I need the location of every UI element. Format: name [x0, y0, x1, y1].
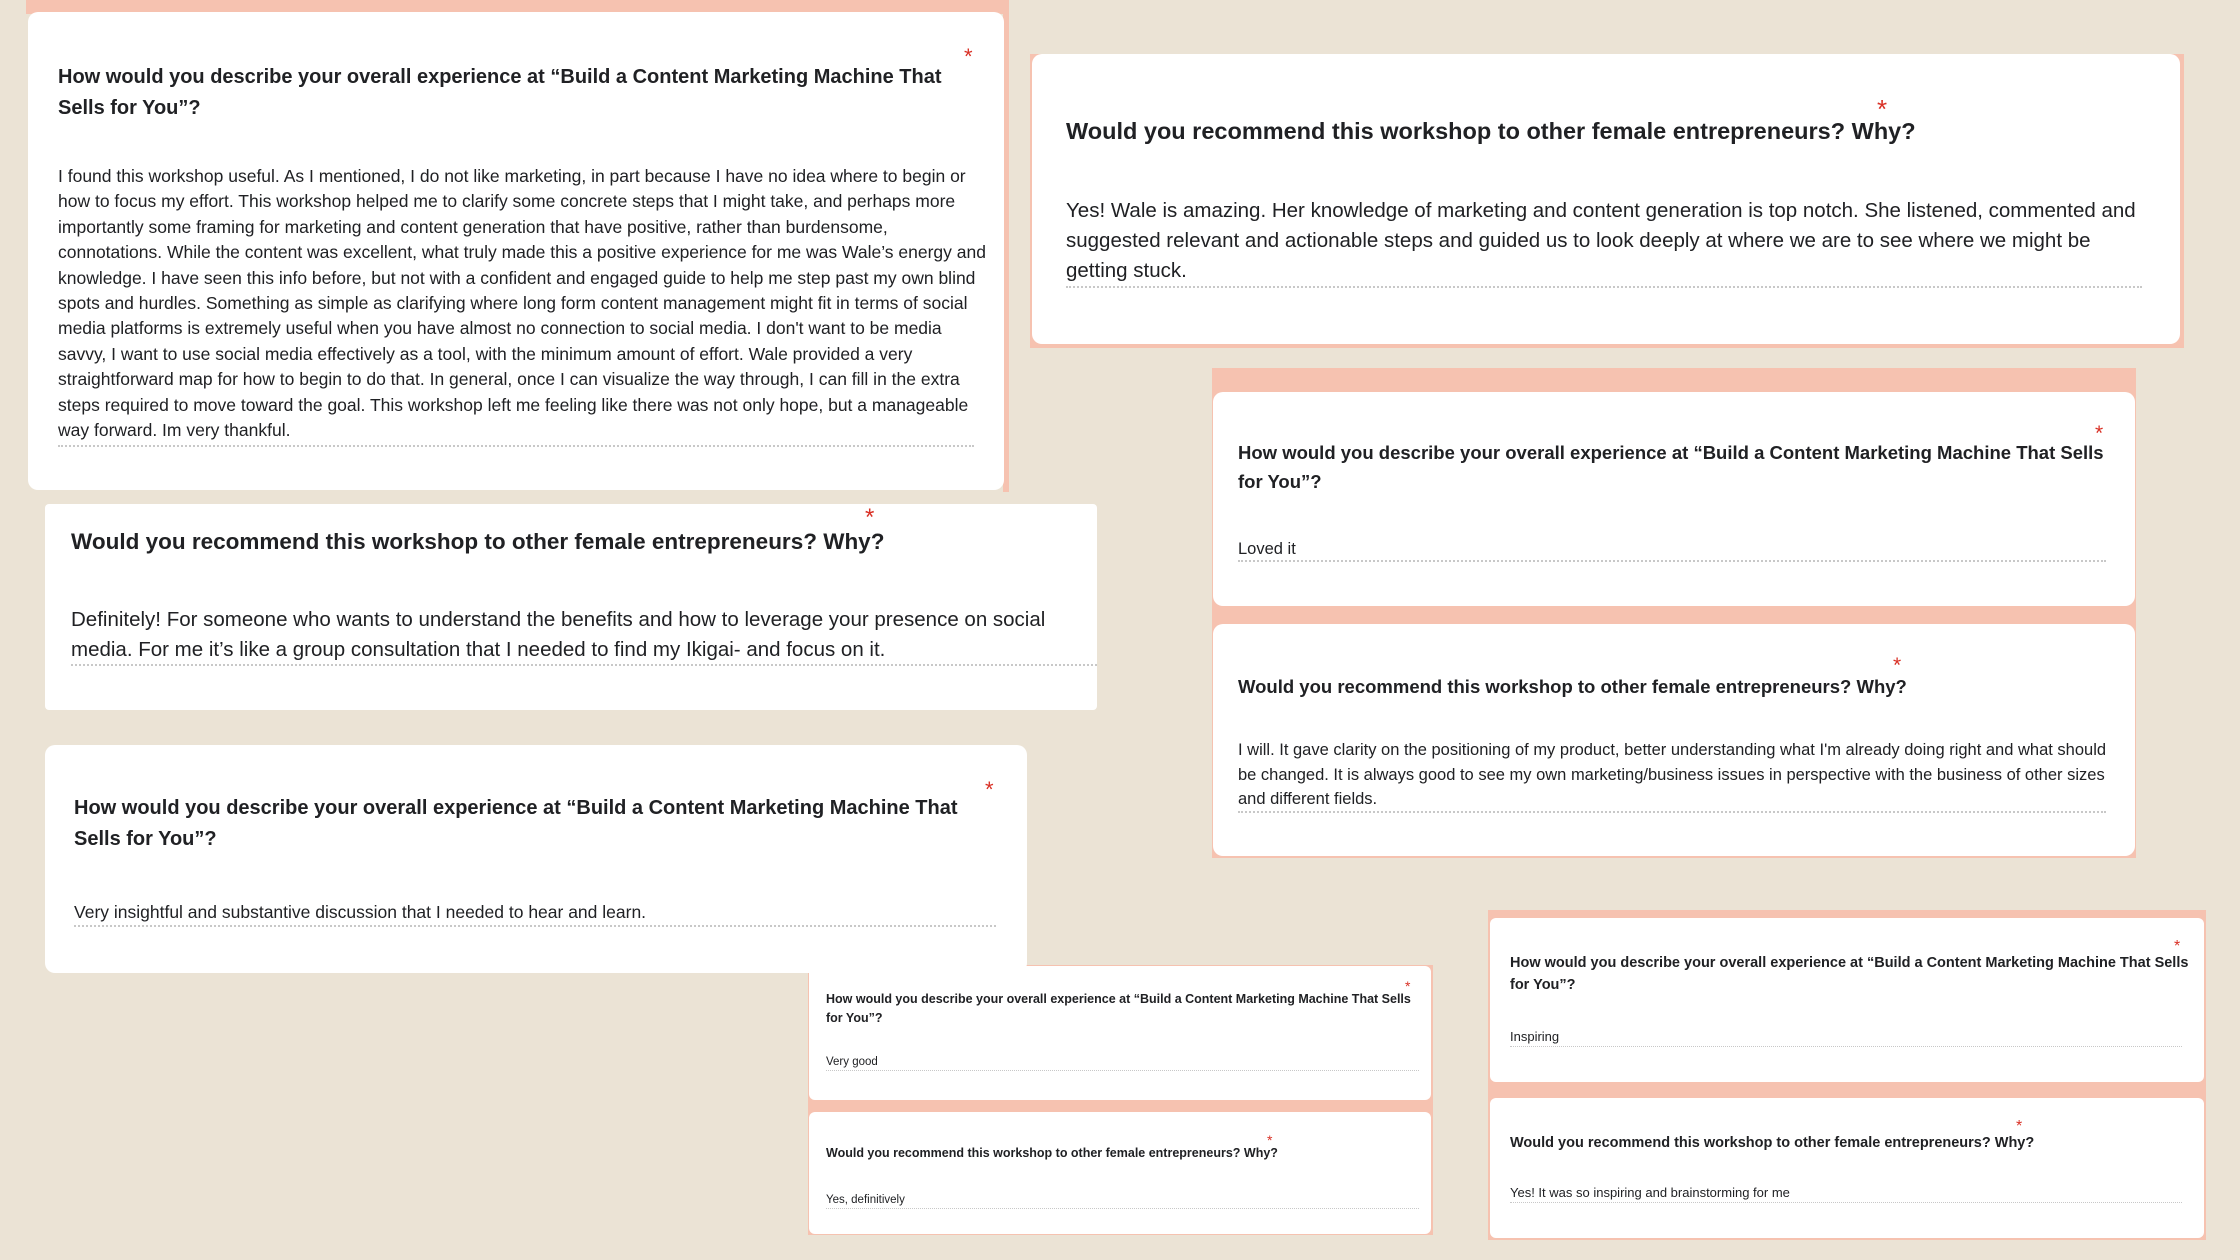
question-text: How would you describe your overall experience at “Build a Content Marketing Machine That Sells for You”? [1510, 955, 2189, 993]
answer-underline [71, 664, 1097, 666]
answer-underline [1510, 1046, 2182, 1047]
response-card [45, 504, 1097, 710]
answer-underline [1238, 811, 2106, 813]
question-text: How would you describe your overall experience at “Build a Content Marketing Machine That Sells for You”? [1238, 442, 2104, 492]
answer-underline [826, 1070, 1419, 1071]
required-asterisk: * [964, 44, 973, 69]
answer-underline [74, 925, 996, 927]
response-card [1213, 624, 2135, 856]
answer-underline [826, 1208, 1419, 1209]
answer-text: Definitely! For someone who wants to understand the benefits and how to leverage your presence on social media. For me it’s like a group consultation that I needed to find my Ikigai- and focus on it. [71, 608, 1046, 661]
response-card [28, 12, 1004, 490]
answer-text: Yes! Wale is amazing. Her knowledge of marketing and content generation is top notch. She listened, commented and suggested relevant and actionable steps and guided us to look deeply at where we are to see where we might be getting stuck. [1066, 199, 2136, 282]
response-card [809, 1112, 1431, 1234]
answer-text: Very insightful and substantive discussion that I needed to hear and learn. [74, 902, 647, 922]
answer-text: Inspiring [1510, 1029, 1560, 1044]
question-text: How would you describe your overall experience at “Build a Content Marketing Machine That Sells for You”? [74, 797, 958, 850]
response-card [1490, 918, 2204, 1082]
response-card [45, 745, 1027, 973]
required-asterisk: * [1267, 1132, 1273, 1148]
question-text: Would you recommend this workshop to other female entrepreneurs? Why? [1238, 676, 1907, 697]
required-asterisk: * [2016, 1118, 2023, 1135]
question-text: Would you recommend this workshop to other female entrepreneurs? Why? [71, 529, 885, 554]
required-asterisk: * [865, 504, 875, 531]
answer-text: Very good [826, 1056, 878, 1068]
answer-underline [1238, 560, 2106, 562]
required-asterisk: * [2174, 938, 2181, 955]
required-asterisk: * [1893, 654, 1902, 677]
response-card [1490, 1098, 2204, 1238]
required-asterisk: * [985, 777, 994, 802]
answer-text: Yes! It was so inspiring and brainstorming for me [1510, 1185, 1790, 1200]
answer-text: I found this workshop useful. As I mentioned, I do not like marketing, in part because I have no idea where to begin or how to focus my effort. This workshop helped me to clarify some concrete steps that I might take, and perhaps more importantly some framing for marketing and content generation that have positive, rather than burdensome, connotations. While the content was excellent, what truly made this a positive experience for me was Wale’s energy and knowledge. I have seen this info before, but not with a confident and engaged guide to help me step past my own blind spots and hurdles. Something as simple as clarifying where long form content management might fit in terms of social media platforms is extremely useful when you have almost no connection to social media. I don't want to be media savvy, I want to use social media effectively as a tool, with the minimum amount of effort. Wale provided a very straightforward map for how to begin to do that. In general, once I can visualize the way through, I can fill in the extra steps required to move toward the goal. This workshop left me feeling like there was not only hope, but a manageable way forward. Im very thankful. [58, 166, 986, 441]
answer-text: Loved it [1238, 540, 1296, 558]
question-text: Would you recommend this workshop to other female entrepreneurs? Why? [826, 1146, 1278, 1160]
question-text: How would you describe your overall experience at “Build a Content Marketing Machine That Sells for You”? [826, 992, 1411, 1025]
response-card [1213, 392, 2135, 606]
answer-underline [58, 445, 974, 447]
answer-underline [1066, 286, 2142, 288]
response-card [809, 966, 1431, 1100]
required-asterisk: * [2095, 422, 2104, 445]
answer-text: I will. It gave clarity on the positioning of my product, better understanding what I'm already doing right and what should be changed. It is always good to see my own marketing/business issues in perspective with the business of other sizes and different fields. [1238, 741, 2107, 808]
question-text: Would you recommend this workshop to other female entrepreneurs? Why? [1066, 118, 1916, 144]
answer-underline [1510, 1202, 2182, 1203]
question-text: How would you describe your overall experience at “Build a Content Marketing Machine That Sells for You”? [58, 66, 942, 119]
required-asterisk: * [1877, 94, 1888, 124]
response-card [1032, 54, 2180, 344]
question-text: Would you recommend this workshop to other female entrepreneurs? Why? [1510, 1135, 2035, 1151]
required-asterisk: * [1405, 978, 1411, 994]
answer-text: Yes, definitively [826, 1194, 905, 1206]
